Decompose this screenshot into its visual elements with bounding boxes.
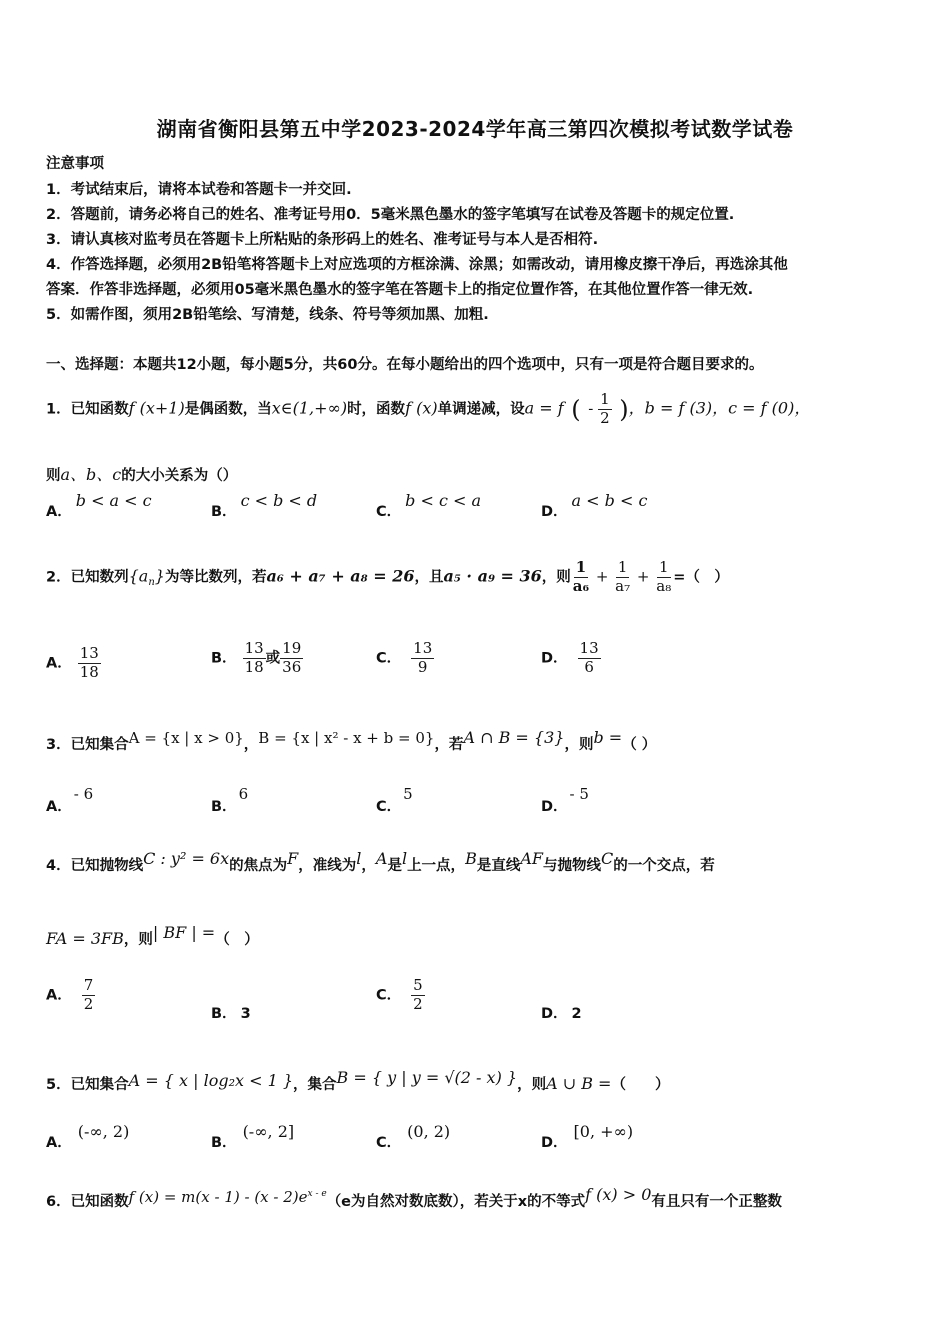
option-a[interactable]: A． $\frac{13}{18}$ bbox=[46, 644, 99, 681]
notice-item: 3．请认真核对监考员在答题卡上所粘贴的条形码上的姓名、准考证号与本人是否相符. bbox=[46, 232, 599, 248]
option-c[interactable]: C．b < c < a bbox=[376, 491, 482, 520]
notice-item: 2．答题前，请务必将自己的姓名、准考证号用0．5毫米黑色墨水的签字笔填写在试卷及答题卡的规定位置. bbox=[46, 207, 735, 223]
option-a[interactable]: A．- 6 bbox=[46, 785, 94, 815]
question-6-stem: 6．已知函数f $(x) = m(x - 1) - (x - 2)e^{x - e}(e$为自然对数底数），若关于x的不等式f (x) > 0有且只有一个正整数 bbox=[46, 1185, 782, 1210]
notice-item: 4．作答选择题，必须用2B铅笔将答题卡上对应选项的方框涂满、涂黑；如需改动，请用橡皮擦干净后，再选涂其他 bbox=[46, 257, 788, 273]
option-c[interactable]: C．5 bbox=[376, 785, 413, 815]
option-b[interactable]: B．c < b < d bbox=[211, 491, 318, 520]
notice-item: 5．如需作图，须用2B铅笔绘、写清楚，线条、符号等须加黑、加粗. bbox=[46, 307, 489, 323]
option-b[interactable]: B． 3 bbox=[211, 1006, 251, 1022]
option-b[interactable]: B．(-∞, 2] bbox=[211, 1122, 295, 1151]
option-a[interactable]: A．b < a < c bbox=[46, 491, 152, 520]
question-2-stem: 2．已知数列$\{a_n\}$为等比数列，若a₆ + a₇ + a₈ = 26，且a₅ · a₉ = 36，则 $\frac{1}{\text{a₆}}$ + $\frac{1}{\text{a₇}}$ + $\frac{1}{\text{a₈}}$ =（ ） bbox=[46, 558, 729, 595]
option-c[interactable]: C． $\frac{5}{2}$ bbox=[376, 976, 423, 1013]
notice-item: 答案．作答非选择题，必须用05毫米黑色墨水的签字笔在答题卡上的指定位置作答，在其他位置作答一律无效. bbox=[46, 282, 754, 298]
option-c[interactable]: C．(0, 2) bbox=[376, 1122, 451, 1151]
option-d[interactable]: D．- 5 bbox=[541, 785, 589, 815]
notice-heading: 注意事项 bbox=[46, 156, 104, 172]
option-a[interactable]: A．(-∞, 2) bbox=[46, 1122, 130, 1151]
option-d[interactable]: D．a < b < c bbox=[541, 491, 648, 520]
option-d[interactable]: D． 2 bbox=[541, 1006, 582, 1022]
option-a[interactable]: A． $\frac{7}{2}$ bbox=[46, 976, 94, 1013]
question-5-stem: 5．已知集合A = { x | log₂x < 1 }，集合B = { y | y = √(2 - x) }，则A ∪ B =（ ） bbox=[46, 1068, 670, 1093]
question-3-stem: 3．已知集合A = {x | x > 0}，B = {x | x² - x + b = 0}，若A ∩ B = {3}，则b =（ ） bbox=[46, 728, 657, 753]
question-4-stem: 4．已知抛物线C : y² = 6x的焦点为F，准线为l，A是l上一点，B是直线AF与抛物线C的一个交点，若 bbox=[46, 849, 715, 874]
question-1-stem: 1．已知函数f (x+1)是偶函数，当x∈(1,+∞)时，函数f (x)单调递减，设a = f ( - $\frac{1}{2}$ )，b = f (3)，c = f (0)， bbox=[46, 390, 811, 427]
option-c[interactable]: C． $\frac{13}{9}$ bbox=[376, 639, 433, 676]
page-title: 湖南省衡阳县第五中学2023-2024学年高三第四次模拟考试数学试卷 bbox=[156, 117, 794, 141]
option-b[interactable]: B． $\frac{13}{18}$ 或 $\frac{19}{36}$ bbox=[211, 639, 302, 676]
option-b[interactable]: B．6 bbox=[211, 785, 249, 815]
section-header: 一、选择题：本题共12小题，每小题5分，共60分。在每小题给出的四个选项中，只有一项是符合题目要求的。 bbox=[46, 357, 764, 373]
option-d[interactable]: D．[0, +∞) bbox=[541, 1122, 634, 1151]
question-4-stem-line2: FA = 3FB，则| BF | =（ ） bbox=[46, 923, 259, 948]
question-1-stem-line2: 则a、b、c的大小关系为（） bbox=[46, 465, 238, 484]
notice-item: 1．考试结束后，请将本试卷和答题卡一并交回. bbox=[46, 182, 352, 198]
option-d[interactable]: D． $\frac{13}{6}$ bbox=[541, 639, 599, 676]
